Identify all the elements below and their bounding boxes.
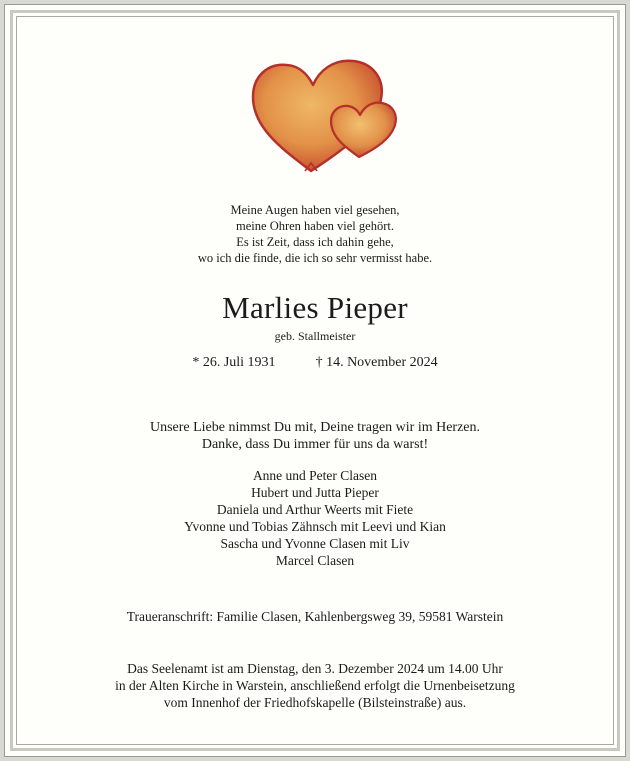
farewell-line: Danke, dass Du immer für uns da warst! <box>201 437 429 452</box>
service-line: vom Innenhof der Friedhofskapelle (Bilsteinstraße) aus. <box>163 695 467 710</box>
mourner-item: Anne und Peter Clasen <box>252 468 378 483</box>
verse-line: Es ist Zeit, dass ich dahin gehe, <box>236 235 394 249</box>
mourner-item: Yvonne und Tobias Zähnsch mit Leevi und Kian <box>184 519 446 534</box>
birth-date: * 26. Juli 1931 <box>192 355 276 370</box>
verse-line: meine Ohren haben viel gehört. <box>236 219 394 233</box>
verse-line: Meine Augen haben viel gesehen, <box>230 203 400 217</box>
verse-line: wo ich die finde, die ich so sehr vermisst habe. <box>197 251 433 265</box>
mourners-list <box>13 467 617 569</box>
death-date: † 14. November 2024 <box>315 355 438 370</box>
two-hearts-icon <box>245 53 405 181</box>
service-line: Das Seelenamt ist am Dienstag, den 3. Dezember 2024 um 14.00 Uhr <box>127 661 503 676</box>
outer-frame <box>4 4 626 757</box>
life-dates <box>13 354 617 372</box>
farewell-text <box>13 419 617 453</box>
mourner-item: Marcel Clasen <box>275 553 355 568</box>
mourner-item: Sascha und Yvonne Clasen mit Liv <box>220 536 410 551</box>
mourner-item: Daniela und Arthur Weerts mit Fiete <box>216 502 414 517</box>
mourning-address: Traueranschrift: Familie Clasen, Kahlenbergsweg 39, 59581 Warstein <box>126 609 504 624</box>
obituary-content <box>13 13 617 748</box>
service-info <box>13 660 617 711</box>
maiden-name: geb. Stallmeister <box>274 329 356 343</box>
verse <box>13 202 617 266</box>
farewell-line: Unsere Liebe nimmst Du mit, Deine tragen wir im Herzen. <box>149 420 481 435</box>
service-line: in der Alten Kirche in Warstein, anschließend erfolgt die Urnenbeisetzung <box>115 678 515 693</box>
mourner-item: Hubert und Jutta Pieper <box>251 485 379 500</box>
deceased-name: Marlies Pieper <box>222 290 408 325</box>
inner-frame <box>10 10 620 751</box>
